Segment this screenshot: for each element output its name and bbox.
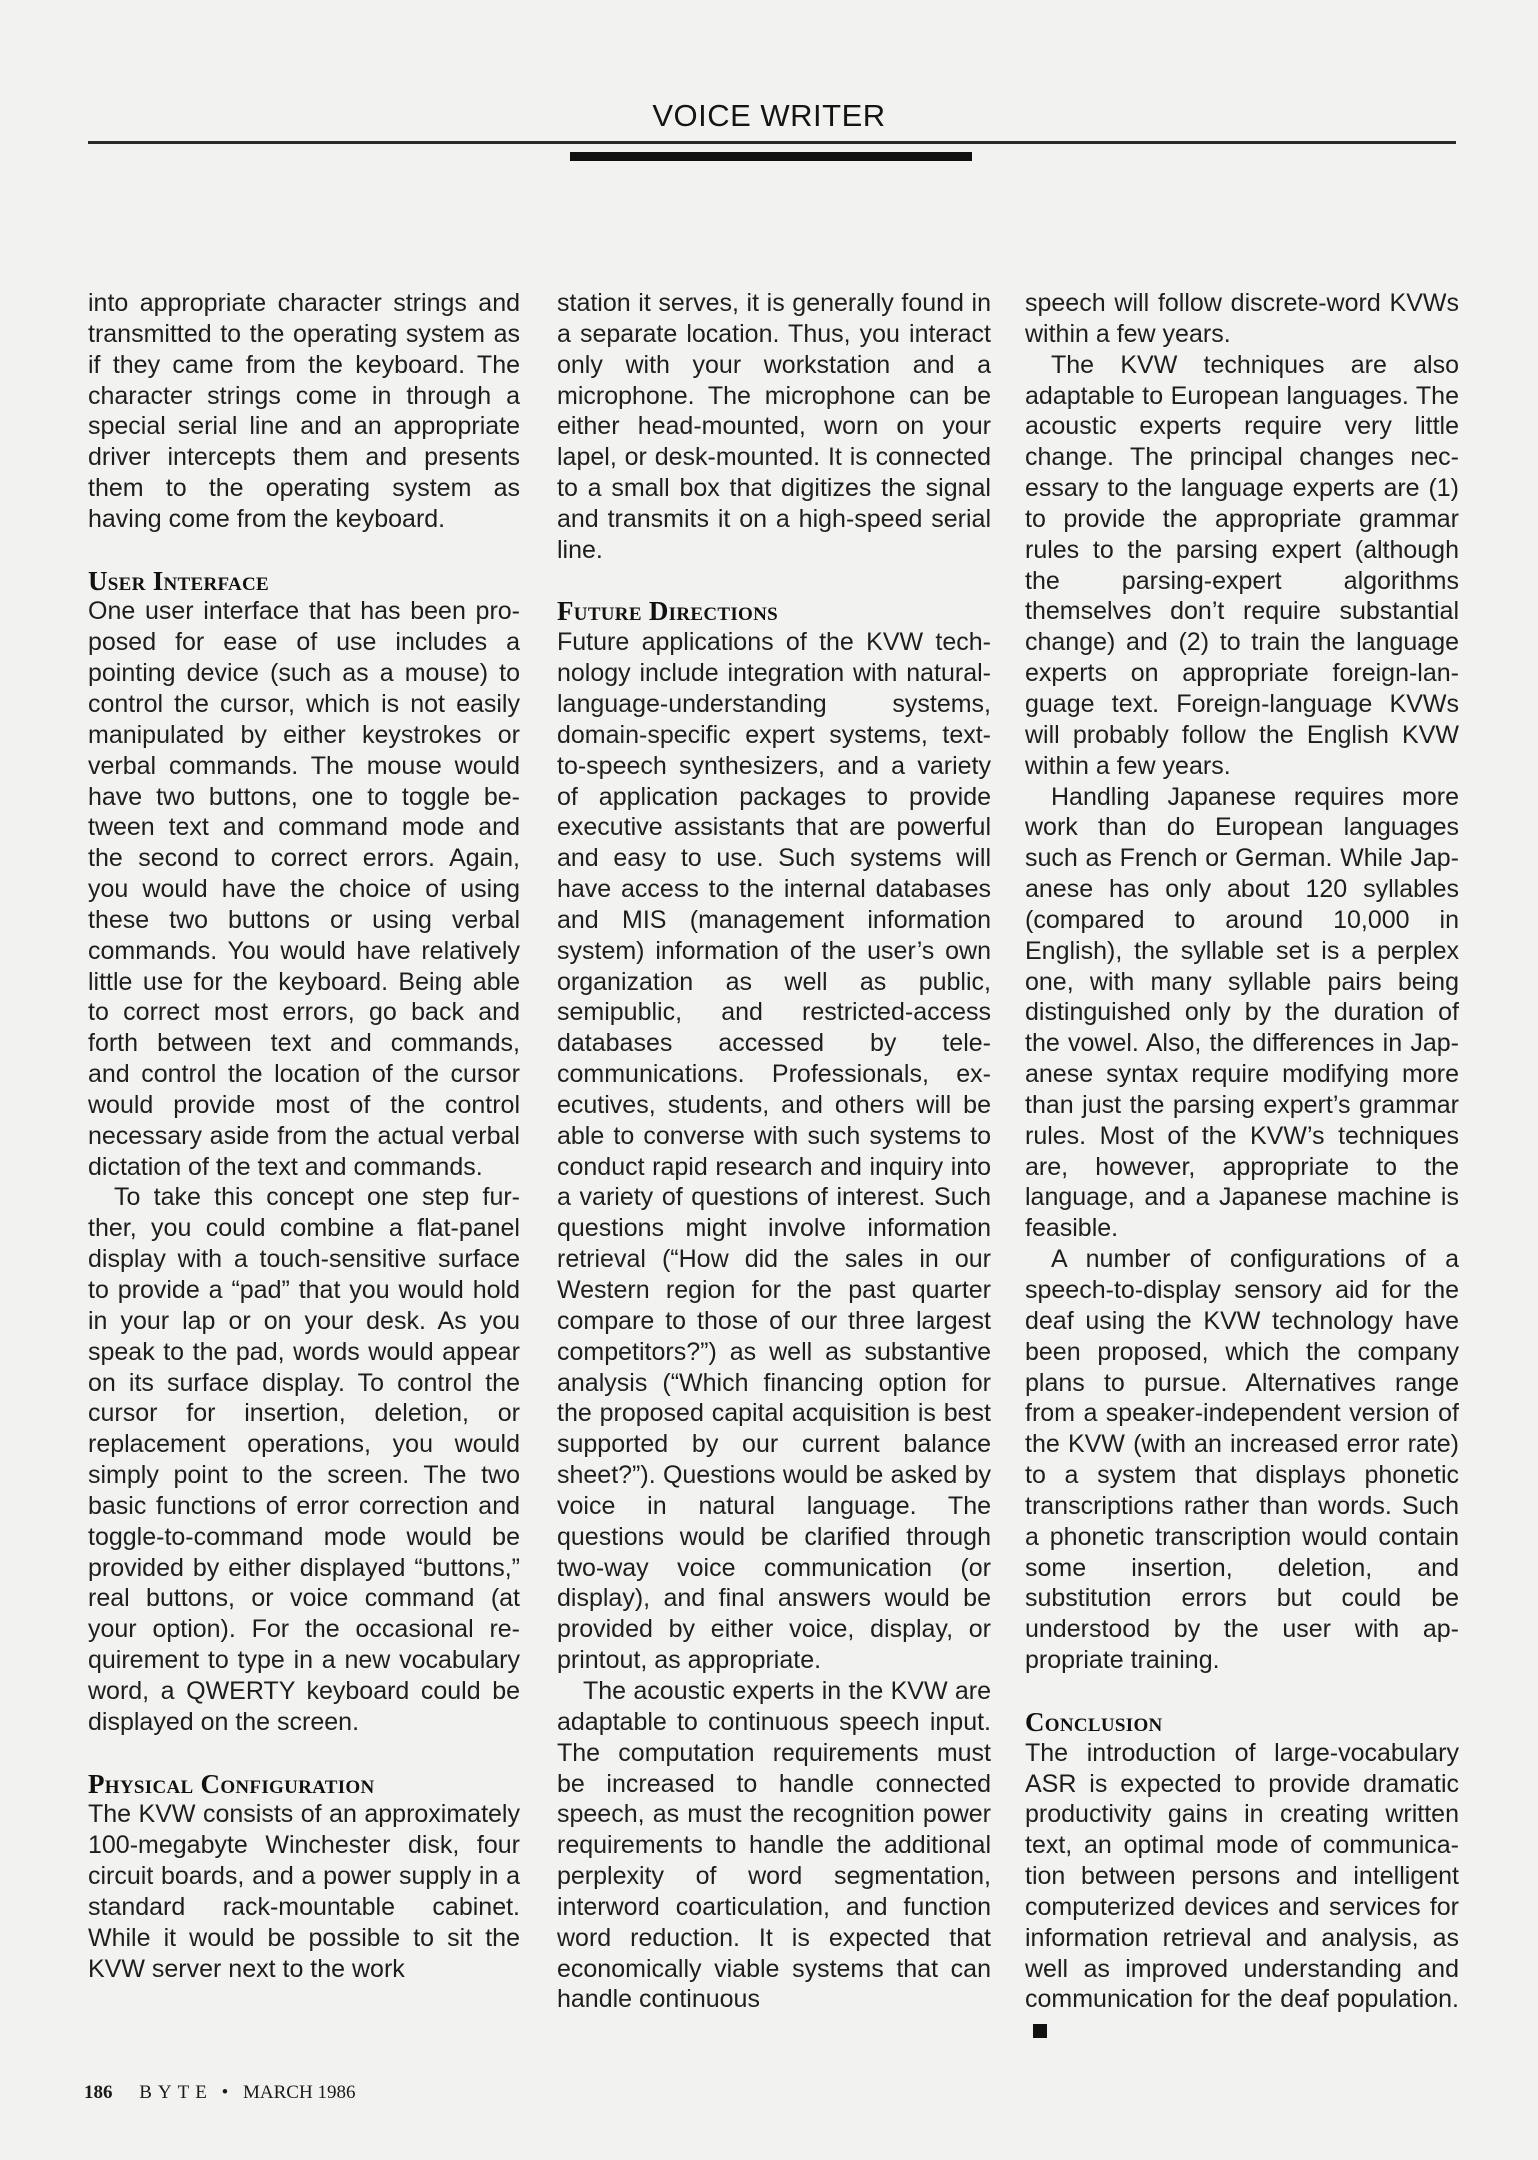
body-paragraph: The acoustic experts in the KVW are adaptable to continuous speech input. The computation requirements must be increased to handle connected speech, as must the recognition power requirements to handle the additional perplexity of word segmentation, interword coarticulation, and function word reduction. It is expected that economically viable systems that can handle continuous: [557, 1676, 991, 2014]
body-paragraph: Future applications of the KVW technology include integration with natural-language-understanding systems, domain-specific expert systems, text-to-speech synthesizers, and a variety of application packages to provide executive assistants that are powerful and easy to use. Such systems will have access to the internal databases and MIS (management information system) information of the user’s own organization as well as public, semipublic, and restricted-access databases accessed by telecommunications. Professionals, executives, students, and others will be able to converse with such systems to conduct rapid research and inquiry into a variety of questions of interest. Such questions might involve information retrieval (“How did the sales in our Western region for the past quarter compare to those of our three largest competitors?”) as well as substantive analysis (“Which financing option for the proposed capital acquisition is best supported by our current balance sheet?”). Questions would be asked by voice in natural language. The questions would be clarified through two-way voice communication (or display), and final answers would be provided by either voice, display, or printout, as appropriate.: [557, 628, 991, 1675]
section-heading: Future Directions: [557, 596, 778, 627]
running-title: VOICE WRITER: [652, 98, 886, 133]
header-rule: [88, 141, 1456, 144]
article-column-2: [557, 288, 991, 2015]
body-paragraph: The KVW consists of an approximately 100-megabyte Winchester disk, four circuit boards, and a power supply in a standard rack-mountable cabinet. While it would be possible to sit the KVW server next to the work: [88, 1800, 520, 1983]
magazine-name: BYTE: [139, 2082, 213, 2103]
article-column-3: [1025, 288, 1459, 2046]
section-heading: Conclusion: [1025, 1706, 1163, 1737]
section-heading: User Interface: [88, 565, 270, 596]
body-paragraph: The KVW techniques are also adaptable to European languages. The acoustic experts require very little change. The principal changes necessary to the language experts are (1) to provide the appropriate grammar rules to the parsing expert (although the parsing-expert algorithms themselves don’t require substantial change) and (2) to train the language experts on appropriate foreign-language text. Foreign-language KVWs will probably follow the English KVW within a few years.: [1025, 350, 1459, 780]
footer-separator: •: [221, 2082, 229, 2103]
header-accent-bar: [570, 152, 972, 161]
body-paragraph: To take this concept one step further, you could combine a flat-panel display with a touch-sensitive surface to provide a “pad” that you would hold in your lap or on your desk. As you speak to the pad, words would appear on its surface display. To control the cursor for insertion, deletion, or replacement operations, you would simply point to the screen. The two basic functions of error correction and toggle-to-command mode would be provided by either displayed “buttons,” real buttons, or voice command (at your option). For the occasional requirement to type in a new vocabulary word, a QWERTY keyboard could be displayed on the screen.: [88, 1183, 520, 1736]
body-paragraph: Handling Japanese requires more work than do European languages such as French or German. While Japanese has only about 120 syllables (compared to around 10,000 in English), the syllable set is a perplex one, with many syllable pairs being distinguished only by the duration of the vowel. Also, the differences in Japanese syntax require modifying more than just the parsing expert’s grammar rules. Most of the KVW’s techniques are, however, appropriate to the language, and a Japanese machine is feasible.: [1025, 782, 1459, 1243]
page-number: 186: [84, 2082, 113, 2103]
body-paragraph: One user interface that has been proposed for ease of use includes a pointing device (such as a mouse) to control the cursor, which is not easily manipulated by either keystrokes or verbal commands. The mouse would have two buttons, one to toggle between text and command mode and the second to correct errors. Again, you would have the choice of using these two buttons or using verbal commands. You would have relatively little use for the keyboard. Being able to correct most errors, go back and forth between text and commands, and control the location of the cursor would provide most of the control necessary aside from the actual verbal dictation of the text and commands.: [88, 597, 520, 1181]
issue-date: MARCH 1986: [243, 2082, 356, 2103]
body-paragraph: into appropriate character strings and transmitted to the operating system as if they came from the keyboard. The character strings come in through a special serial line and an appropriate driver intercepts them and presents them to the operating system as having come from the keyboard.: [88, 289, 520, 533]
body-paragraph: A number of configurations of a speech-to-display sensory aid for the deaf using the KVW technology have been proposed, which the company plans to pursue. Alternatives range from a speaker-independent version of the KVW (with an increased error rate) to a system that displays phonetic transcriptions rather than words. Such a phonetic transcription would contain some insertion, deletion, and substitution errors but could be understood by the user with appropriate training.: [1025, 1245, 1459, 1675]
article-column-1: [88, 288, 520, 1984]
page-footer: [84, 2082, 355, 2104]
body-paragraph: speech will follow discrete-word KVWs within a few years.: [1025, 289, 1459, 348]
section-heading: Physical Configuration: [88, 1768, 375, 1799]
end-of-article-icon: [1033, 2024, 1047, 2038]
body-paragraph: The introduction of large-vocabulary ASR is expected to provide dramatic productivity gains in creating written text, an optimal mode of communication between persons and intelligent computerized devices and services for information retrieval and analysis, as well as improved understanding and communication for the deaf population.: [1025, 1738, 1459, 2046]
body-paragraph: station it serves, it is generally found in a separate location. Thus, you interact only with your workstation and a microphone. The microphone can be either head-mounted, worn on your lapel, or desk-mounted. It is connected to a small box that digitizes the signal and transmits it on a high-speed serial line.: [557, 289, 991, 564]
